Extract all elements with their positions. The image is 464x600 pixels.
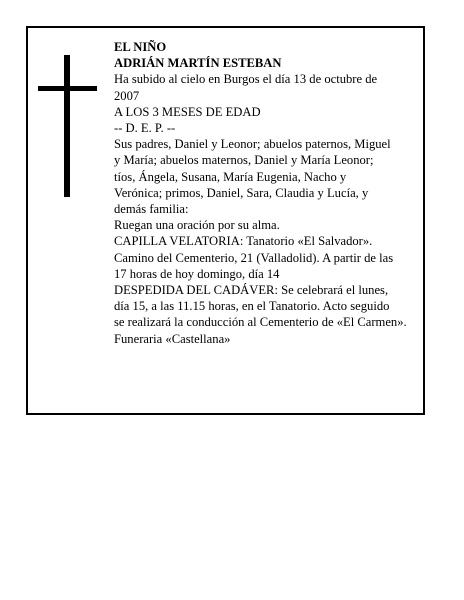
- farewell-line1: DESPEDIDA DEL CADÁVER: Se celebrará el lunes,: [114, 283, 389, 298]
- age-line: A LOS 3 MESES DE EDAD: [114, 104, 261, 119]
- obituary-text: [114, 39, 432, 347]
- family-line5: demás familia:: [114, 202, 189, 217]
- obituary-name: ADRIÁN MARTÍN ESTEBAN: [114, 56, 282, 71]
- obituary-title-line1: EL NIÑO: [114, 40, 167, 54]
- family-line1: Sus padres, Daniel y Leonor; abuelos paternos, Miguel: [114, 137, 391, 152]
- death-announcement-line2: 2007: [114, 88, 140, 103]
- chapel-line3: 17 horas de hoy domingo, día 14: [114, 266, 280, 281]
- funeral-home-line: Funeraria «Castellana»: [114, 331, 231, 346]
- farewell-line3: se realizará la conducción al Cementerio de «El Carmen».: [114, 315, 407, 330]
- cross-horizontal-bar: [38, 86, 97, 91]
- family-line3: tíos, Ángela, Susana, María Eugenia, Nacho y: [114, 169, 347, 184]
- death-announcement-line1: Ha subido al cielo en Burgos el día 13 de octubre de: [114, 72, 378, 87]
- chapel-line1: CAPILLA VELATORIA: Tanatorio «El Salvador».: [114, 234, 373, 249]
- farewell-line2: día 15, a las 11.15 horas, en el Tanatorio. Acto seguido: [114, 299, 390, 314]
- cross-vertical-bar: [64, 55, 70, 197]
- prayer-line: Ruegan una oración por su alma.: [114, 218, 280, 233]
- family-line4: Verónica; primos, Daniel, Sara, Claudia y Lucía, y: [114, 185, 369, 200]
- rip-line: -- D. E. P. --: [114, 121, 176, 136]
- family-line2: y María; abuelos maternos, Daniel y María Leonor;: [114, 153, 374, 168]
- chapel-line2: Camino del Cementerio, 21 (Valladolid). A partir de las: [114, 250, 394, 265]
